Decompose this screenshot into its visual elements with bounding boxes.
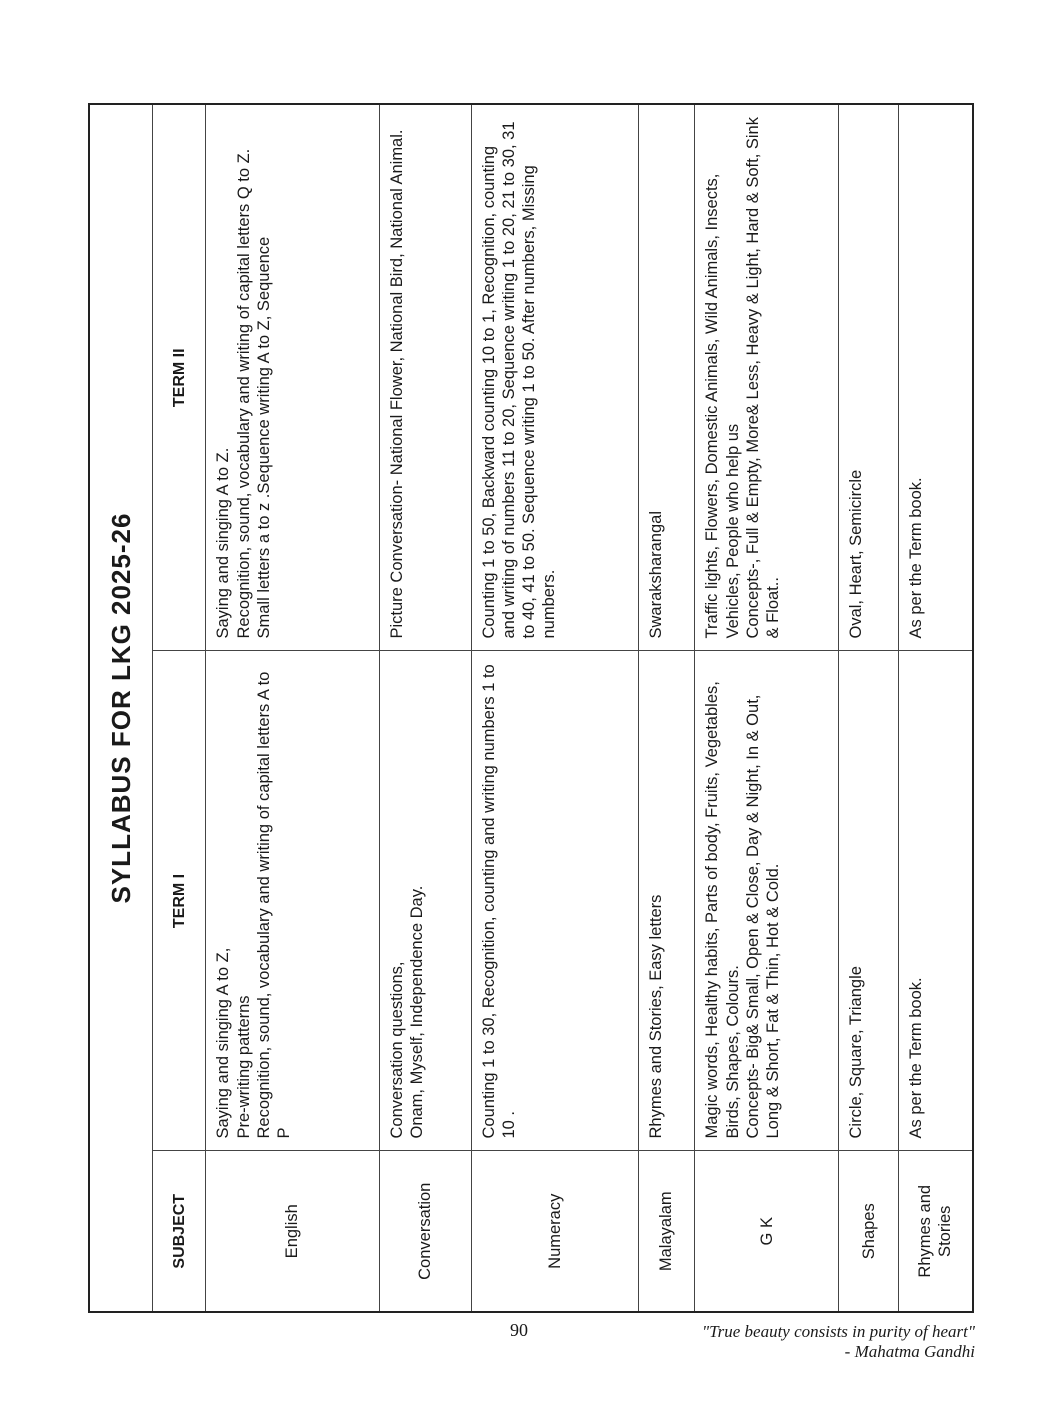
cell-line: Magic words, Healthy habits, Parts of body, Fruits, Vegetables, Birds, Shapes, Colours. (703, 681, 742, 1139)
quote-author: - Mahatma Gandhi (844, 1341, 975, 1361)
table-row (379, 105, 471, 1311)
table-row (695, 105, 839, 1311)
cell-line: Small letters a to z .Sequence writing A to Z, Sequence (254, 236, 273, 639)
term1-cell (638, 651, 694, 1151)
term2-cell (898, 105, 972, 651)
term2-cell (379, 105, 471, 651)
subject-cell: Numeracy (471, 1151, 638, 1311)
rotated-content (90, 105, 972, 1311)
subject-cell: Shapes (839, 1151, 898, 1311)
cell-line: Concepts-, Full & Empty, More& Less, Heavy & Light, Hard & Soft, Sink & Float.. (743, 117, 783, 639)
subject-cell: Malayalam (638, 1151, 694, 1311)
header-term2: TERM II (153, 105, 206, 651)
term1-cell (695, 651, 839, 1151)
cell-line: Traffic lights, Flowers, Domestic Animals, Wild Animals, Insects, Vehicles, People who help us (703, 173, 742, 639)
page-title: SYLLABUS FOR LKG 2025-26 (105, 512, 136, 904)
cell-line: Saying and singing A to Z, (214, 947, 233, 1139)
term1-cell (206, 651, 379, 1151)
term2-cell (839, 105, 898, 651)
quote-text: "True beauty consists in purity of heart" (701, 1322, 975, 1341)
term2-cell (471, 105, 638, 651)
term2-cell (638, 105, 694, 651)
subject-cell: Conversation (379, 1151, 471, 1311)
subject-cell: English (206, 1151, 379, 1311)
term1-cell (839, 651, 898, 1151)
cell-line: Oval, Heart, Semicircle (847, 469, 866, 639)
syllabus-frame (88, 103, 974, 1313)
table-row (638, 105, 694, 1311)
cell-line: Recognition, sound, vocabulary and writing of capital letters A to P (254, 671, 294, 1139)
table-row (839, 105, 898, 1311)
cell-line: Counting 1 to 50, Backward counting 10 to 1, Recognition, counting and writing of numbers 11 to 20, Sequence writing 1 to 20, 21 to 30, 31 to 40, 41 to 50. Sequence writing 1 to 50. After numbers, Missing numbers. (479, 121, 559, 639)
cell-line: Counting 1 to 30, Recognition, counting and writing numbers 1 to 10 . (479, 664, 518, 1139)
quote (702, 1322, 975, 1361)
cell-line: As per the Term book. (906, 977, 925, 1139)
page-number: 90 (510, 1320, 528, 1340)
subject-cell: G K (695, 1151, 839, 1311)
title-band (90, 105, 152, 1311)
term1-cell (379, 651, 471, 1151)
cell-line: Rhymes and Stories, Easy letters (646, 894, 665, 1139)
table-row (898, 105, 972, 1311)
cell-line: Pre-writing patterns (234, 995, 253, 1139)
cell-line: Onam, Myself, Independence Day. (408, 885, 427, 1139)
cell-line: Recognition, sound, vocabulary and writing of capital letters Q to Z. (234, 148, 253, 639)
cell-line: Picture Conversation- National Flower, National Bird, National Animal. (387, 129, 406, 639)
cell-line: Saying and singing A to Z. (214, 447, 233, 639)
syllabus-table (152, 105, 972, 1311)
cell-line: Swaraksharangal (646, 511, 665, 639)
table-row (471, 105, 638, 1311)
header-row (153, 105, 206, 1311)
cell-line: Concepts- Big& Small, Open & Close, Day & Night, In & Out, Long & Short, Fat & Thin, Hot & Cold. (743, 694, 783, 1139)
cell-line: Circle, Square, Triangle (847, 966, 866, 1139)
table-row (206, 105, 379, 1311)
term1-cell (898, 651, 972, 1151)
header-subject: SUBJECT (153, 1151, 206, 1311)
subject-cell: Rhymes and Stories (898, 1151, 972, 1311)
term1-cell (471, 651, 638, 1151)
cell-line: Conversation questions, (387, 961, 406, 1139)
term2-cell (206, 105, 379, 651)
cell-line: As per the Term book. (906, 477, 925, 639)
header-term1: TERM I (153, 651, 206, 1151)
term2-cell (695, 105, 839, 651)
